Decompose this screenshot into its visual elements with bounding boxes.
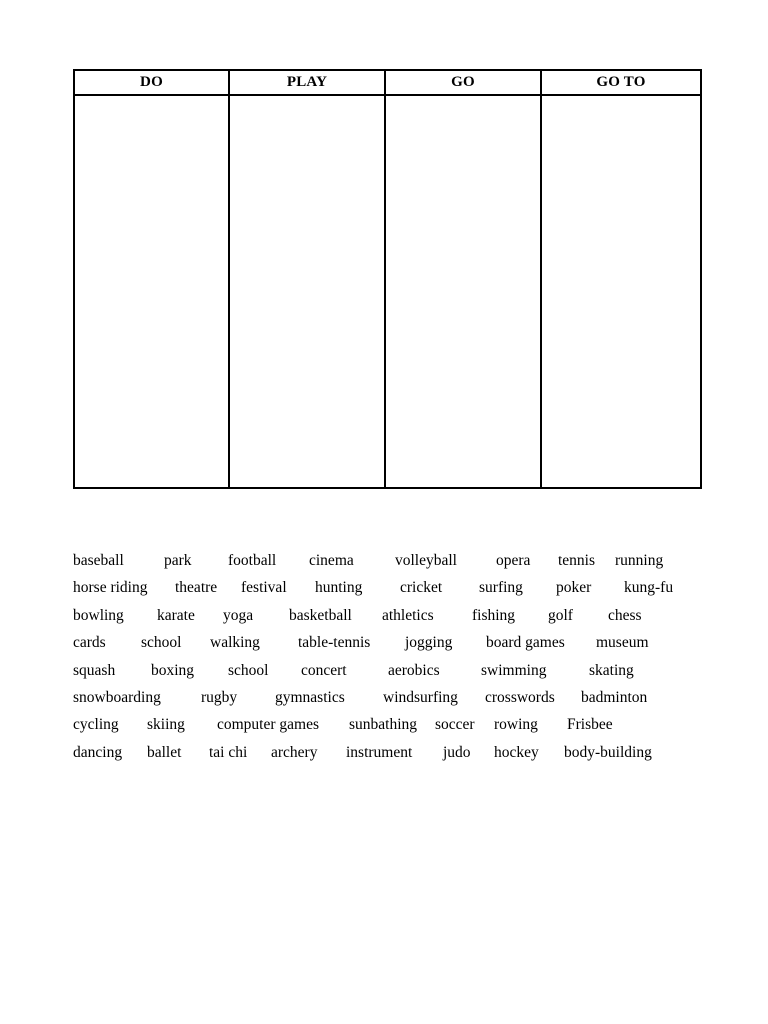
word-item: karate [157, 607, 195, 624]
word-item: rugby [201, 689, 238, 706]
header-go-to: GO TO [542, 71, 700, 96]
word-item: tai chi [209, 744, 248, 761]
word-item: aerobics [388, 662, 440, 679]
word-item: park [164, 552, 192, 569]
word-item: boxing [151, 662, 195, 679]
word-item: badminton [581, 689, 648, 706]
word-item: athletics [382, 607, 434, 624]
word-item: rowing [494, 716, 538, 733]
word-item: hockey [494, 744, 539, 761]
word-item: cinema [309, 552, 354, 569]
word-item: ballet [147, 744, 182, 761]
word-item: gymnastics [275, 689, 345, 706]
word-item: football [228, 552, 277, 569]
word-item: tennis [558, 552, 596, 569]
word-item: skiing [147, 716, 185, 733]
word-item: board games [486, 634, 565, 651]
word-item: cycling [73, 716, 119, 733]
word-item: school [228, 662, 269, 679]
header-play: PLAY [230, 71, 386, 96]
word-item: chess [608, 607, 642, 624]
verb-sorting-table [73, 69, 702, 489]
word-item: surfing [479, 579, 523, 596]
column-go-to-cell[interactable] [542, 96, 700, 487]
word-item: judo [443, 744, 471, 761]
word-item: Frisbee [567, 716, 613, 733]
word-item: archery [271, 744, 318, 761]
word-item: cricket [400, 579, 443, 596]
word-item: theatre [175, 579, 218, 596]
word-item: yoga [223, 607, 254, 624]
column-play-cell[interactable] [230, 96, 386, 487]
word-item: squash [73, 662, 116, 679]
word-item: golf [548, 607, 573, 624]
word-item: opera [496, 552, 531, 569]
header-do: DO [75, 71, 230, 96]
word-item: computer games [217, 716, 320, 733]
word-item: volleyball [395, 552, 457, 569]
word-item: running [615, 552, 664, 569]
word-item: festival [241, 579, 287, 596]
header-go: GO [386, 71, 542, 96]
word-item: poker [556, 579, 592, 596]
word-item: skating [589, 662, 634, 679]
word-item: kung-fu [624, 579, 674, 596]
word-item: fishing [472, 607, 516, 624]
word-item: basketball [289, 607, 352, 624]
word-item: body-building [564, 744, 652, 761]
word-item: cards [73, 634, 106, 651]
word-item: swimming [481, 662, 547, 679]
word-item: bowling [73, 607, 124, 624]
word-item: horse riding [73, 579, 148, 596]
word-item: windsurfing [383, 689, 458, 706]
column-go-cell[interactable] [386, 96, 542, 487]
word-item: museum [596, 634, 649, 651]
word-item: snowboarding [73, 689, 161, 706]
word-item: soccer [435, 716, 475, 733]
word-item: crosswords [485, 689, 555, 706]
word-item: baseball [73, 552, 124, 569]
word-item: instrument [346, 744, 413, 761]
word-item: dancing [73, 744, 123, 761]
word-item: walking [210, 634, 260, 651]
word-item: table-tennis [298, 634, 371, 651]
word-item: school [141, 634, 182, 651]
word-item: hunting [315, 579, 363, 596]
word-item: jogging [405, 634, 453, 651]
word-item: sunbathing [349, 716, 418, 733]
column-do-cell[interactable] [75, 96, 230, 487]
word-item: concert [301, 662, 347, 679]
